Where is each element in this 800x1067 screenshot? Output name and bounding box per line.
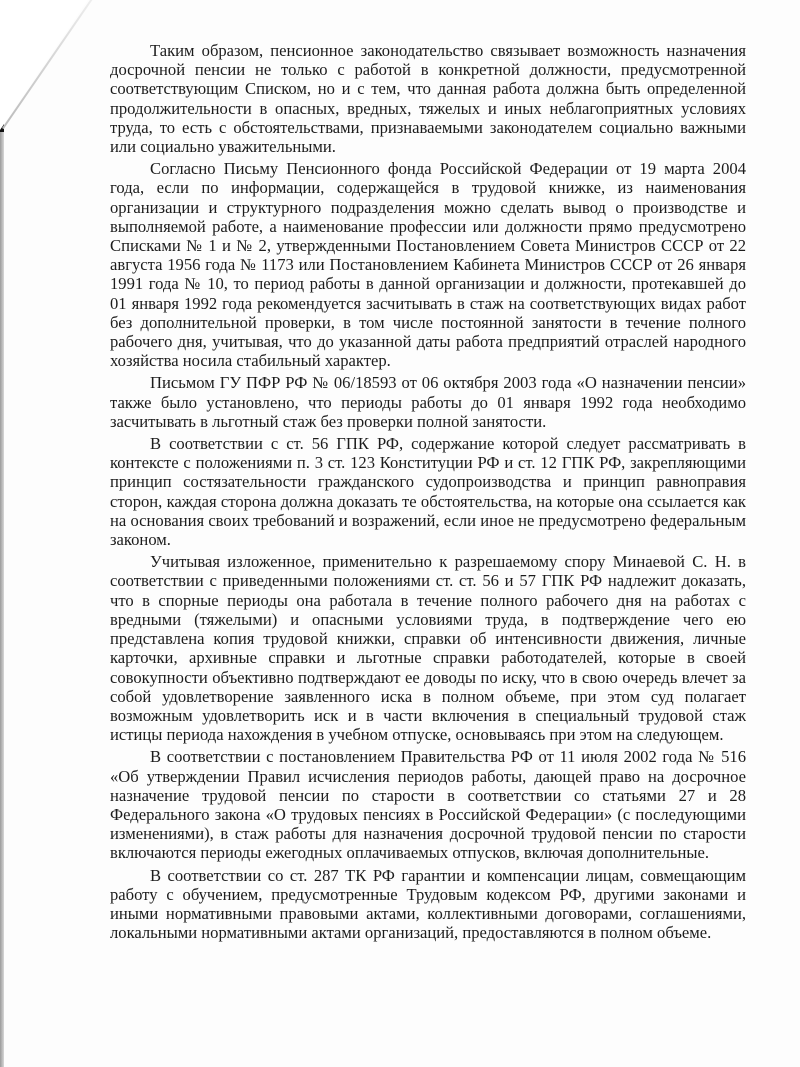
paragraph: В соответствии с постановлением Правительства РФ от 11 июля 2002 года № 516 «Об утверждении Правил исчисления периодов работы, дающей право на досрочное назначение трудовой пенсии по старости в соответствии со статьями 27 и 28 Федерального закона «О трудовых пенсиях в Российской Федерации» (с последующими изменениями), в стаж работы для назначения досрочной трудовой пенсии по старости включаются периоды ежегодных оплачиваемых отпусков, включая дополнительные.	[110, 747, 746, 863]
scan-edge	[0, 0, 4, 1067]
paragraph: Учитывая изложенное, применительно к разрешаемому спору Минаевой С. Н. в соответствии с приведенными положениями ст. ст. 56 и 57 ГПК РФ надлежит доказать, что в спорные периоды она работала в течение полного рабочего дня на работах с вредными (тяжелыми) и опасными условиями труда, в подтверждение чего ею представлена копия трудовой книжки, справки об интенсивности движения, личные карточки, архивные справки и льготные справки работодателей, которые в своей совокупности объективно подтверждают ее доводы по иску, что в свою очередь влечет за собой удовлетворение заявленного иска в полном объеме, при этом суд полагает возможным удовлетворить иск и в части включения в специальный трудовой стаж истицы периода нахождения в учебном отпуске, основываясь при этом на следующем.	[110, 552, 746, 745]
paragraph: Таким образом, пенсионное законодательство связывает возможность назначения досрочной пенсии не только с работой в конкретной должности, предусмотренной соответствующим Списком, но и с тем, что данная работа должна быть определенной продолжительности в опасных, вредных, тяжелых и иных неблагоприятных условиях труда, то есть с обстоятельствами, признаваемыми законодателем социально важными или социально уважительными.	[110, 41, 746, 157]
paragraph: Письмом ГУ ПФР РФ № 06/18593 от 06 октября 2003 года «О назначении пенсии» также было установлено, что периоды работы до 01 января 1992 года необходимо засчитывать в льготный стаж без проверки полной занятости.	[110, 373, 746, 431]
paragraph: В соответствии с ст. 56 ГПК РФ, содержание которой следует рассматривать в контексте с положениями п. 3 ст. 123 Конституции РФ и ст. 12 ГПК РФ, закрепляющими принцип состязательности гражданского судопроизводства и принцип равноправия сторон, каждая сторона должна доказать те обстоятельства, на которые она ссылается как на основания своих требований и возражений, если иное не предусмотрено федеральным законом.	[110, 434, 746, 550]
paragraph: В соответствии со ст. 287 ТК РФ гарантии и компенсации лицам, совмещающим работу с обучением, предусмотренные Трудовым кодексом РФ, другими законами и иными нормативными правовыми актами, коллективными договорами, соглашениями, локальными нормативными актами организаций, предоставляются в полном объеме.	[110, 865, 746, 943]
document-body	[110, 41, 746, 945]
paragraph: Согласно Письму Пенсионного фонда Российской Федерации от 19 марта 2004 года, если по информации, содержащейся в трудовой книжке, из наименования организации и структурного подразделения можно сделать вывод о производстве и выполняемой работе, а наименование профессии или должности прямо предусмотрено Списками № 1 и № 2, утвержденными Постановлением Совета Министров СССР от 22 августа 1956 года № 1173 или Постановлением Кабинета Министров СССР от 26 января 1991 года № 10, то период работы в данной организации и должности, протекавшей до 01 января 1992 года рекомендуется засчитывать в стаж на соответствующих видах работ без дополнительной проверки, в том числе постоянной занятости в течение полного рабочего дня, учитывая, что до указанной даты работа предприятий отраслей народного хозяйства носила стабильный характер.	[110, 159, 746, 371]
